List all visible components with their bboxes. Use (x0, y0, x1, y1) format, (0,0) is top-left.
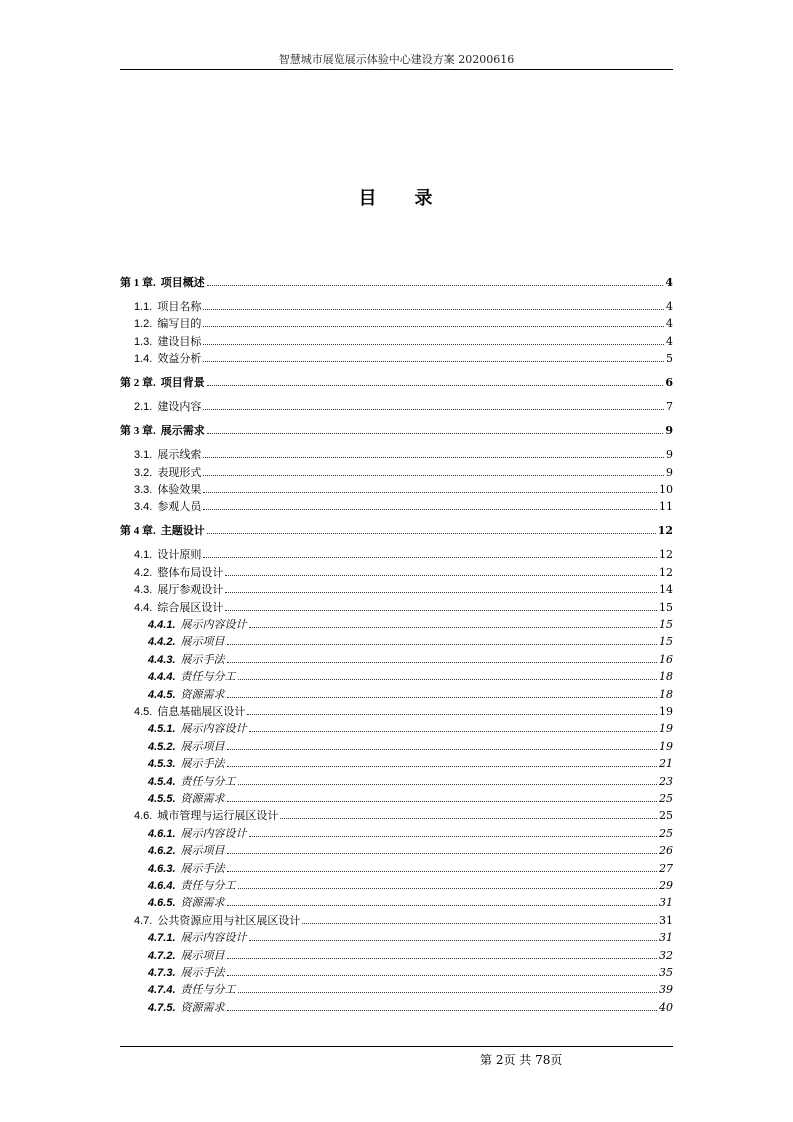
toc-leader-dots (203, 557, 657, 558)
toc-entry-title (148, 722, 247, 736)
toc-page-number: 19 (659, 739, 673, 753)
toc-entry[interactable] (134, 333, 673, 349)
toc-entry-label: 整体布局设计 (157, 565, 224, 579)
toc-entry-label: 体验效果 (157, 483, 202, 496)
toc-entry-title (148, 688, 225, 702)
toc-entry-title (134, 566, 223, 580)
toc-leader-dots (203, 361, 664, 362)
toc-page-number: 27 (659, 861, 673, 875)
toc-leader-dots (249, 627, 657, 628)
toc-entry-label: 综合展区设计 (157, 600, 224, 614)
toc-leader-dots (203, 409, 664, 410)
toc-leader-dots (203, 475, 664, 476)
toc-entry[interactable] (148, 947, 673, 963)
toc-entry-title (148, 792, 225, 806)
toc-entry-number: 3.3. (134, 484, 153, 496)
toc-entry-title (134, 601, 223, 615)
toc-entry-number: 4.5. (134, 706, 153, 718)
toc-entry-number: 1.1. (134, 301, 153, 313)
toc-entry-number: 1.2. (134, 318, 153, 331)
toc-page-number: 15 (659, 600, 673, 614)
toc-page-number: 12 (659, 565, 673, 579)
toc-entry[interactable] (148, 981, 673, 997)
toc-entry[interactable] (134, 807, 673, 823)
toc-entry-label: 项目名称 (157, 300, 202, 313)
toc-entry[interactable] (134, 564, 673, 580)
toc-entry-number: 4.5.1. (148, 723, 176, 736)
toc-entry-title (120, 524, 205, 538)
toc-leader-dots (203, 344, 664, 345)
toc-entry-title (148, 896, 225, 910)
toc-entry-label: 展示需求 (160, 424, 205, 438)
toc-entry[interactable] (134, 703, 673, 719)
toc-chapter-entry[interactable] (120, 522, 673, 538)
toc-entry-label: 表现形式 (157, 465, 202, 479)
toc-leader-dots (227, 801, 657, 802)
toc-leader-dots (203, 309, 664, 310)
toc-entry-label: 公共资源应用与社区展区设计 (157, 913, 301, 927)
toc-entry[interactable] (134, 912, 673, 928)
toc-entry-label: 资源需求 (180, 896, 225, 910)
toc-page-number: 16 (659, 652, 673, 666)
toc-entry-number: 第 1 章. (120, 277, 156, 289)
toc-entry-label: 展示内容设计 (180, 931, 247, 945)
toc-leader-dots (227, 958, 657, 959)
toc-page-number: 18 (659, 687, 673, 701)
toc-leader-dots (249, 836, 657, 837)
toc-entry-number: 2.1. (134, 401, 153, 414)
toc-entry-number: 4.5.5. (148, 793, 176, 805)
toc-entry-title (148, 635, 225, 649)
page-header: 智慧城市展览展示体验中心建设方案 20200616 (120, 53, 673, 70)
toc-page-number: 9 (666, 465, 673, 479)
toc-entry-number: 4.1. (134, 549, 153, 562)
toc-entry[interactable] (148, 686, 673, 702)
toc-page-number: 7 (666, 400, 673, 414)
toc-entry-title (120, 376, 205, 390)
toc-page-number: 19 (659, 705, 673, 718)
toc-page-number: 23 (659, 774, 673, 788)
toc-entry-number: 4.7.1. (148, 932, 176, 945)
toc-entry-title (134, 317, 201, 331)
toc-leader-dots (249, 731, 657, 732)
toc-entry[interactable] (148, 616, 673, 632)
toc-entry-title (134, 914, 300, 928)
toc-entry-number: 4.4.5. (148, 688, 176, 701)
toc-entry[interactable] (134, 599, 673, 615)
toc-entry-title (148, 966, 225, 980)
toc-entry[interactable] (148, 999, 673, 1015)
toc-entry-label: 展示手法 (180, 861, 225, 875)
toc-entry-title (134, 483, 201, 497)
toc-entry-number: 4.6. (134, 810, 153, 823)
toc-entry-number: 第 4 章. (120, 525, 156, 538)
toc-leader-dots (302, 923, 657, 924)
toc-leader-dots (227, 853, 657, 854)
toc-entry-label: 展示内容设计 (180, 722, 247, 736)
toc-entry[interactable] (148, 842, 673, 858)
toc-entry-title (134, 548, 201, 562)
toc-page-number: 9 (666, 448, 673, 462)
toc-entry-title (120, 424, 205, 438)
toc-page-number: 4 (665, 276, 673, 289)
toc-entry-label: 城市管理与运行展区设计 (157, 809, 279, 823)
toc-entry-number: 4.7.2. (148, 949, 176, 962)
toc-leader-dots (227, 749, 657, 750)
toc-entry-title (120, 276, 205, 290)
toc-entry-title (148, 949, 225, 963)
toc-page-number: 4 (666, 334, 673, 348)
toc-entry-title (134, 466, 201, 480)
toc-entry-label: 展示线索 (157, 448, 202, 462)
toc-entry[interactable] (134, 315, 673, 331)
toc-page-number: 14 (659, 583, 673, 597)
toc-entry[interactable] (134, 481, 673, 497)
toc-entry-label: 展示项目 (180, 635, 225, 649)
toc-entry[interactable] (134, 446, 673, 462)
toc-entry-number: 4.7.3. (148, 967, 176, 979)
toc-page-number: 4 (666, 300, 673, 313)
toc-entry-label: 编写目的 (157, 317, 202, 331)
toc-page-number: 19 (659, 722, 673, 736)
toc-entry-number: 4.6.1. (148, 827, 176, 840)
toc-entry[interactable] (148, 738, 673, 754)
toc-page-number: 18 (659, 670, 673, 684)
toc-entry-number: 4.3. (134, 584, 153, 597)
toc-page-number: 25 (659, 792, 673, 805)
toc-entry-title (148, 827, 247, 841)
toc-page-number: 40 (659, 1000, 673, 1014)
toc-leader-dots (207, 385, 664, 386)
toc-entry-label: 展示手法 (180, 966, 225, 979)
toc-entry-title (134, 400, 201, 414)
toc-entry[interactable] (134, 350, 673, 366)
toc-title-left: 目 (358, 188, 379, 209)
toc-entry-number: 4.6.2. (148, 845, 176, 858)
toc-entry-title (148, 983, 236, 997)
page-footer: 第 2页 共 78页 (480, 1053, 563, 1067)
toc-entry-label: 项目概述 (160, 276, 205, 289)
toc-entry-title (148, 653, 225, 667)
toc-page-number: 4 (666, 317, 673, 331)
toc-page-number: 29 (659, 879, 673, 892)
toc-entry-title (148, 740, 225, 754)
toc-entry-title (148, 879, 236, 893)
toc-entry-number: 4.7.5. (148, 1001, 176, 1014)
toc-page-number: 39 (659, 983, 673, 997)
toc-entry-number: 4.6.4. (148, 880, 176, 892)
toc-page-number: 32 (659, 948, 673, 962)
toc-leader-dots (238, 888, 657, 889)
toc-entry-label: 责任与分工 (180, 879, 236, 892)
toc-entry-label: 展示项目 (180, 948, 225, 962)
toc-entry-number: 3.2. (134, 466, 153, 479)
toc-entry[interactable] (134, 546, 673, 562)
toc-entry-number: 4.5.2. (148, 740, 176, 753)
toc-entry[interactable] (148, 877, 673, 893)
toc-leader-dots (238, 992, 657, 993)
toc-entry-label: 效益分析 (157, 352, 202, 366)
toc-entry-title (148, 775, 236, 789)
toc-entry-title (148, 862, 225, 876)
toc-entry-number: 1.3. (134, 335, 153, 348)
toc-entry-title (134, 583, 223, 597)
toc-leader-dots (227, 1010, 657, 1011)
toc-page-number: 15 (659, 618, 673, 631)
toc-entry-label: 责任与分工 (180, 670, 236, 684)
toc-entry-number: 3.4. (134, 501, 153, 514)
toc-entry-label: 建设内容 (157, 400, 202, 414)
toc-entry[interactable] (148, 633, 673, 649)
toc-entry-title (134, 809, 278, 823)
toc-leader-dots (225, 610, 657, 611)
toc-entry-label: 展示手法 (180, 652, 225, 666)
toc-leader-dots (207, 433, 664, 434)
toc-leader-dots (227, 697, 657, 698)
toc-entry[interactable] (148, 668, 673, 684)
toc-entry-label: 参观人员 (157, 500, 202, 514)
toc-entry-label: 责任与分工 (180, 983, 236, 997)
toc-leader-dots (203, 326, 664, 327)
toc-entry[interactable] (134, 398, 673, 414)
toc-leader-dots (227, 644, 657, 645)
toc-entry-label: 建设目标 (157, 334, 202, 348)
toc-entry-number: 3.1. (134, 449, 153, 462)
toc-entry-label: 展示内容设计 (180, 618, 247, 631)
toc-entry-label: 责任与分工 (180, 774, 236, 788)
toc-entry-title (148, 618, 247, 632)
toc-page-number: 11 (659, 500, 673, 514)
toc-page-number: 10 (659, 483, 673, 496)
toc-page-number: 25 (659, 809, 673, 823)
toc-entry[interactable] (148, 755, 673, 771)
toc-entry-label: 信息基础展区设计 (157, 705, 246, 718)
toc-entry-title (148, 757, 225, 771)
toc-page-number: 31 (659, 913, 673, 927)
toc-leader-dots (238, 784, 657, 785)
toc-entry-label: 项目背景 (160, 376, 205, 390)
toc-leader-dots (247, 714, 657, 715)
toc-entry[interactable] (134, 498, 673, 514)
toc-entry-label: 展示项目 (180, 844, 225, 858)
toc-page-number: 21 (659, 757, 673, 771)
toc-leader-dots (225, 592, 657, 593)
toc-page-number: 15 (659, 635, 673, 649)
footer-divider (120, 1046, 673, 1047)
toc-entry-number: 第 2 章. (120, 377, 156, 390)
toc-page-number: 12 (657, 524, 673, 538)
toc-entry-label: 资源需求 (180, 1000, 225, 1014)
toc-leader-dots (203, 509, 657, 510)
toc-leader-dots (203, 492, 657, 493)
toc-page-number: 5 (666, 352, 673, 366)
toc-entry-number: 4.4.2. (148, 636, 176, 649)
toc-entry[interactable] (134, 581, 673, 597)
toc-entry-title (148, 931, 247, 945)
toc-chapter-entry[interactable] (120, 374, 673, 390)
toc-leader-dots (203, 457, 664, 458)
toc-leader-dots (227, 662, 657, 663)
toc-leader-dots (249, 940, 657, 941)
toc-entry[interactable] (148, 651, 673, 667)
toc-entry-number: 4.5.3. (148, 758, 176, 771)
toc-page-number: 35 (659, 966, 673, 979)
toc-entry-label: 展示手法 (180, 757, 225, 771)
toc-entry-label: 展厅参观设计 (157, 583, 224, 597)
toc-page-number: 6 (665, 376, 673, 390)
toc-entry-title (134, 500, 201, 514)
toc-entry-title (134, 352, 201, 366)
toc-leader-dots (227, 766, 657, 767)
toc-page-number: 12 (659, 548, 673, 562)
toc-entry[interactable] (148, 773, 673, 789)
toc-leader-dots (227, 975, 657, 976)
toc-entry-title (148, 1001, 225, 1015)
toc-title-right: 录 (414, 188, 435, 209)
toc-entry[interactable] (134, 298, 673, 314)
toc-entry-number: 4.2. (134, 566, 153, 579)
toc-entry-number: 4.7. (134, 914, 153, 927)
toc-page-number: 31 (659, 896, 673, 910)
toc-entry-number: 4.4.1. (148, 619, 176, 631)
toc-entry-number: 4.4. (134, 601, 153, 614)
toc-leader-dots (207, 533, 656, 534)
toc-entry[interactable] (134, 464, 673, 480)
toc-leader-dots (227, 871, 657, 872)
toc-entry-number: 第 3 章. (120, 425, 156, 438)
toc-entry-number: 4.5.4. (148, 775, 176, 788)
toc-entry-label: 资源需求 (180, 792, 225, 805)
toc-entry[interactable] (148, 825, 673, 841)
toc-entry-number: 4.7.4. (148, 984, 176, 997)
toc-entry-title (134, 335, 201, 349)
toc-entry-label: 设计原则 (157, 548, 202, 562)
toc-entry-title (134, 705, 245, 719)
toc-leader-dots (238, 679, 657, 680)
toc-page-number: 31 (659, 931, 673, 945)
toc-entry-number: 4.4.4. (148, 671, 176, 684)
toc-entry[interactable] (148, 894, 673, 910)
toc-entry-number: 1.4. (134, 353, 153, 366)
toc-entry-label: 展示内容设计 (180, 826, 247, 840)
toc-entry[interactable] (148, 720, 673, 736)
toc-page-number: 25 (659, 826, 673, 840)
toc-page-number: 26 (659, 844, 673, 858)
toc-entry-title (134, 448, 201, 462)
toc-entry-number: 4.6.5. (148, 897, 176, 910)
toc-entry-title (148, 844, 225, 858)
toc-entry-number: 4.4.3. (148, 653, 176, 666)
toc-entry-label: 主题设计 (160, 524, 205, 538)
toc-leader-dots (227, 905, 657, 906)
toc-leader-dots (225, 575, 657, 576)
toc-entry[interactable] (148, 860, 673, 876)
toc-entry-label: 展示项目 (180, 739, 225, 753)
toc-entry[interactable] (148, 790, 673, 806)
toc-entry[interactable] (148, 964, 673, 980)
toc-page-number: 9 (665, 424, 673, 438)
toc-entry[interactable] (148, 929, 673, 945)
toc-entry-label: 资源需求 (180, 687, 225, 701)
toc-title (0, 184, 793, 210)
toc-entry-number: 4.6.3. (148, 862, 176, 875)
toc-leader-dots (280, 818, 657, 819)
toc-leader-dots (207, 285, 664, 286)
toc-entry-title (134, 300, 201, 314)
toc-chapter-entry[interactable] (120, 274, 673, 290)
toc-chapter-entry[interactable] (120, 422, 673, 438)
toc-entry-title (148, 670, 236, 684)
